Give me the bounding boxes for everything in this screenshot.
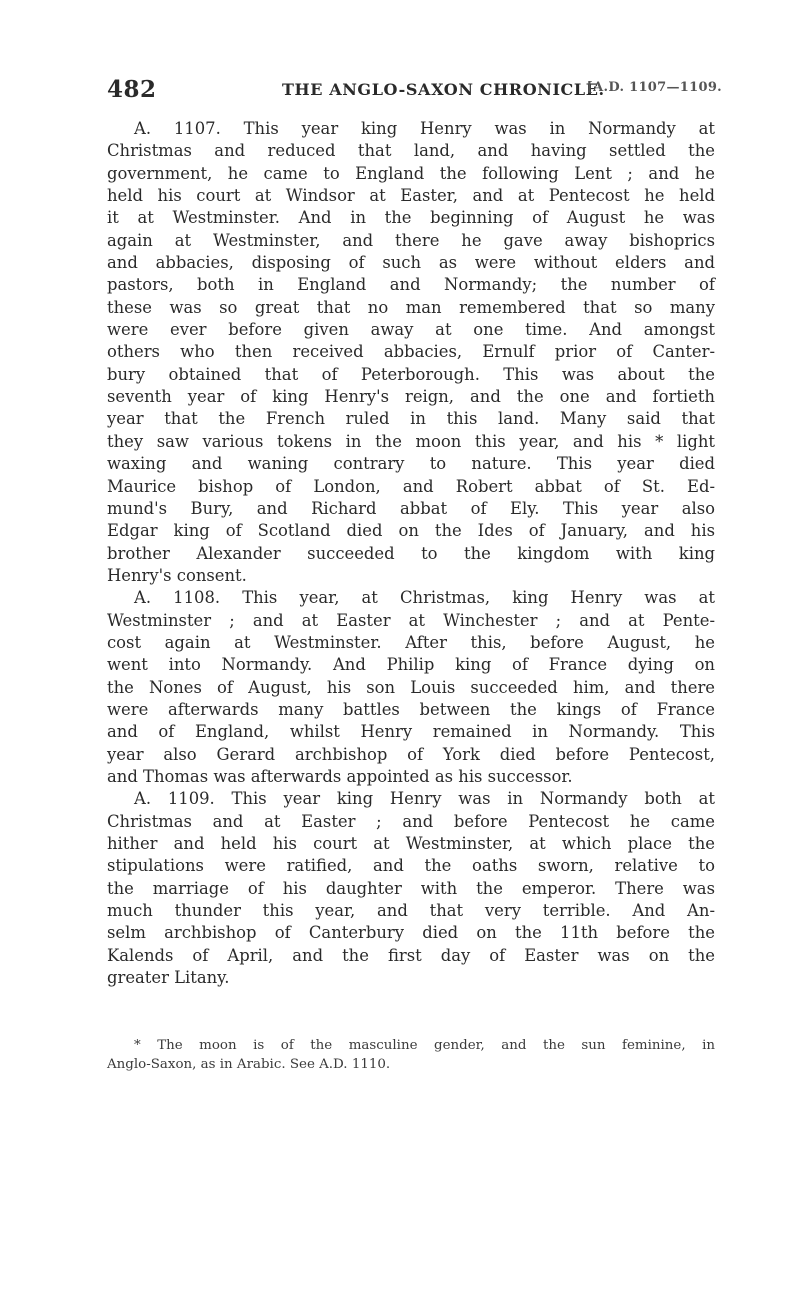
text-line: these was so great that no man remembered that so many xyxy=(107,297,715,317)
running-title: THE ANGLO-SAXON CHRONICLE. xyxy=(282,80,605,99)
paragraph xyxy=(107,118,715,587)
paragraph xyxy=(107,788,715,989)
text-line: held his court at Windsor at Easter, and at Pentecost he held xyxy=(107,186,715,206)
page-number: 482 xyxy=(107,76,157,103)
text-line: and abbacies, disposing of such as were without elders and xyxy=(107,253,715,273)
text-line: Henry's consent. xyxy=(107,565,247,585)
text-line: the marriage of his daughter with the emperor. There was xyxy=(107,878,715,898)
text-line: pastors, both in England and Normandy; the number of xyxy=(107,275,715,295)
text-line: and of England, whilst Henry remained in Normandy. This xyxy=(107,722,715,742)
text-line: selm archbishop of Canterbury died on the 11th before the xyxy=(107,923,715,943)
text-line: brother Alexander succeeded to the kingdom with king xyxy=(107,543,715,563)
text-line: greater Litany. xyxy=(107,968,230,988)
text-line: others who then received abbacies, Ernulf prior of Canter- xyxy=(107,342,715,362)
text-line: A. 1107. This year king Henry was in Normandy at xyxy=(134,119,715,138)
text-line: year also Gerard archbishop of York died before Pentecost, xyxy=(107,744,715,764)
text-line: much thunder this year, and that very terrible. And An- xyxy=(107,901,715,921)
text-line: waxing and waning contrary to nature. This year died xyxy=(107,454,715,474)
text-line: and Thomas was afterwards appointed as his successor. xyxy=(107,766,573,786)
text-line: mund's Bury, and Richard abbat of Ely. This year also xyxy=(107,498,715,518)
text-line: Christmas and reduced that land, and having settled the xyxy=(107,141,715,161)
text-line: hither and held his court at Westminster, at which place the xyxy=(107,834,715,853)
text-line: Edgar king of Scotland died on the Ides of January, and his xyxy=(107,521,715,541)
text-line: Westminster ; and at Easter at Winchester ; and at Pente- xyxy=(107,610,715,630)
text-line: they saw various tokens in the moon this year, and his * light xyxy=(107,431,715,451)
page-header xyxy=(107,76,722,106)
text-line: year that the French ruled in this land. Many said that xyxy=(107,409,715,429)
text-line: it at Westminster. And in the beginning of August he was xyxy=(107,208,715,228)
text-line: A. 1109. This year king Henry was in Normandy both at xyxy=(134,789,715,809)
text-line: bury obtained that of Peterborough. This was about the xyxy=(107,364,715,384)
text-line: Christmas and at Easter ; and before Pentecost he came xyxy=(107,811,715,831)
text-line: went into Normandy. And Philip king of France dying on xyxy=(107,655,715,675)
text-line: government, he came to England the following Lent ; and he xyxy=(107,163,715,183)
footnote-line: Anglo-Saxon, as in Arabic. See A.D. 1110. xyxy=(107,1057,391,1072)
text-line: Kalends of April, and the first day of Easter was on the xyxy=(107,945,715,965)
text-line: Maurice bishop of London, and Robert abbat of St. Ed- xyxy=(107,476,715,496)
text-line: were afterwards many battles between the kings of France xyxy=(107,699,715,719)
text-line: cost again at Westminster. After this, before August, he xyxy=(107,632,715,652)
text-line: stipulations were ratified, and the oaths sworn, relative to xyxy=(107,856,715,876)
text-line: the Nones of August, his son Louis succeeded him, and there xyxy=(107,677,715,697)
paragraph xyxy=(107,587,715,788)
body-text xyxy=(107,118,715,989)
footnote xyxy=(107,1036,715,1074)
text-line: A. 1108. This year, at Christmas, king Henry was at xyxy=(134,588,715,608)
footnote-line: * The moon is of the masculine gender, and the sun feminine, in xyxy=(134,1038,715,1053)
text-line: seventh year of king Henry's reign, and the one and fortieth xyxy=(107,387,715,407)
date-range: [A.D. 1107—1109. xyxy=(586,80,722,95)
text-line: again at Westminster, and there he gave away bishoprics xyxy=(107,230,715,250)
text-line: were ever before given away at one time. And amongst xyxy=(107,320,715,340)
